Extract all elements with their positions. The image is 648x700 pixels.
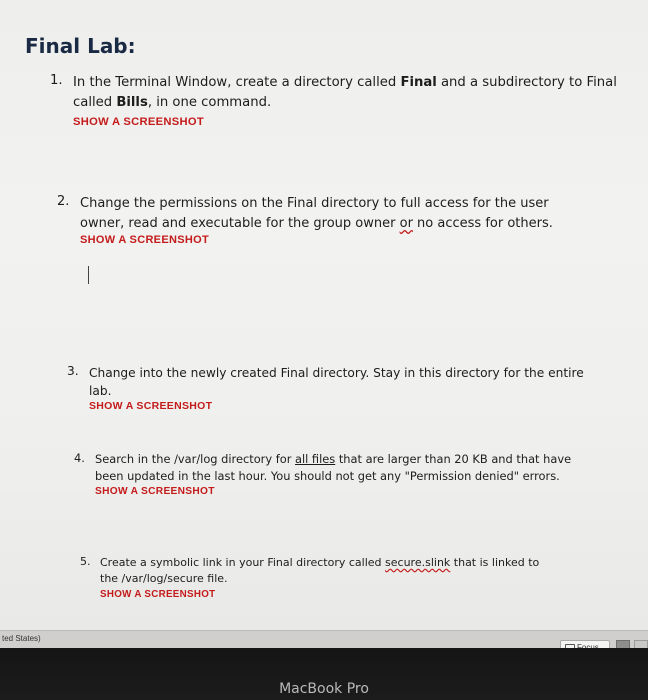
item-text: Change into the newly created Final directory. Stay in this directory for the entire lab.: [89, 366, 584, 398]
item-text: Search in the /var/log directory for all files that are larger than 20 KB and that have been updated in the last hour. You should not get any "Permission denied" errors.: [95, 452, 572, 483]
bold-text: Bills: [116, 95, 148, 110]
screenshot-label: SHOW A SCREENSHOT: [100, 589, 216, 600]
screenshot-label: SHOW A SCREENSHOT: [89, 400, 213, 412]
list-item: [50, 73, 640, 128]
language-indicator[interactable]: ted States): [2, 634, 41, 643]
list-item: [57, 194, 592, 246]
page-title: Final Lab:: [25, 34, 136, 58]
laptop-bezel: [0, 648, 648, 700]
text-cursor: [88, 266, 89, 284]
marked-word: or: [399, 216, 413, 231]
underlined-text: all files: [295, 452, 336, 466]
bold-text: Final: [400, 75, 437, 90]
item-text: In the Terminal Window, create a directory called Final and a subdirectory to Final called Bills, in one command.: [73, 75, 617, 110]
item-number: 4.: [74, 451, 85, 465]
item-number: 5.: [80, 555, 91, 568]
list-item: [74, 451, 574, 497]
item-number: 2.: [57, 194, 70, 209]
item-text: Change the permissions on the Final directory to full access for the user owner, read and executable for the group owner or no access for others.: [80, 196, 553, 231]
item-number: 3.: [67, 364, 79, 378]
item-number: 1.: [50, 73, 63, 88]
screenshot-label: SHOW A SCREENSHOT: [80, 234, 209, 246]
device-brand: MacBook Pro: [279, 681, 369, 697]
list-item: [80, 555, 550, 600]
status-bar: [0, 630, 648, 649]
screenshot-label: SHOW A SCREENSHOT: [73, 116, 205, 128]
underlined-text: secure.slink: [385, 556, 451, 569]
screenshot-label: SHOW A SCREENSHOT: [95, 486, 215, 497]
list-item: [67, 364, 607, 412]
item-text: Create a symbolic link in your Final directory called secure.slink that is linked to the /var/log/secure file.: [100, 556, 540, 585]
